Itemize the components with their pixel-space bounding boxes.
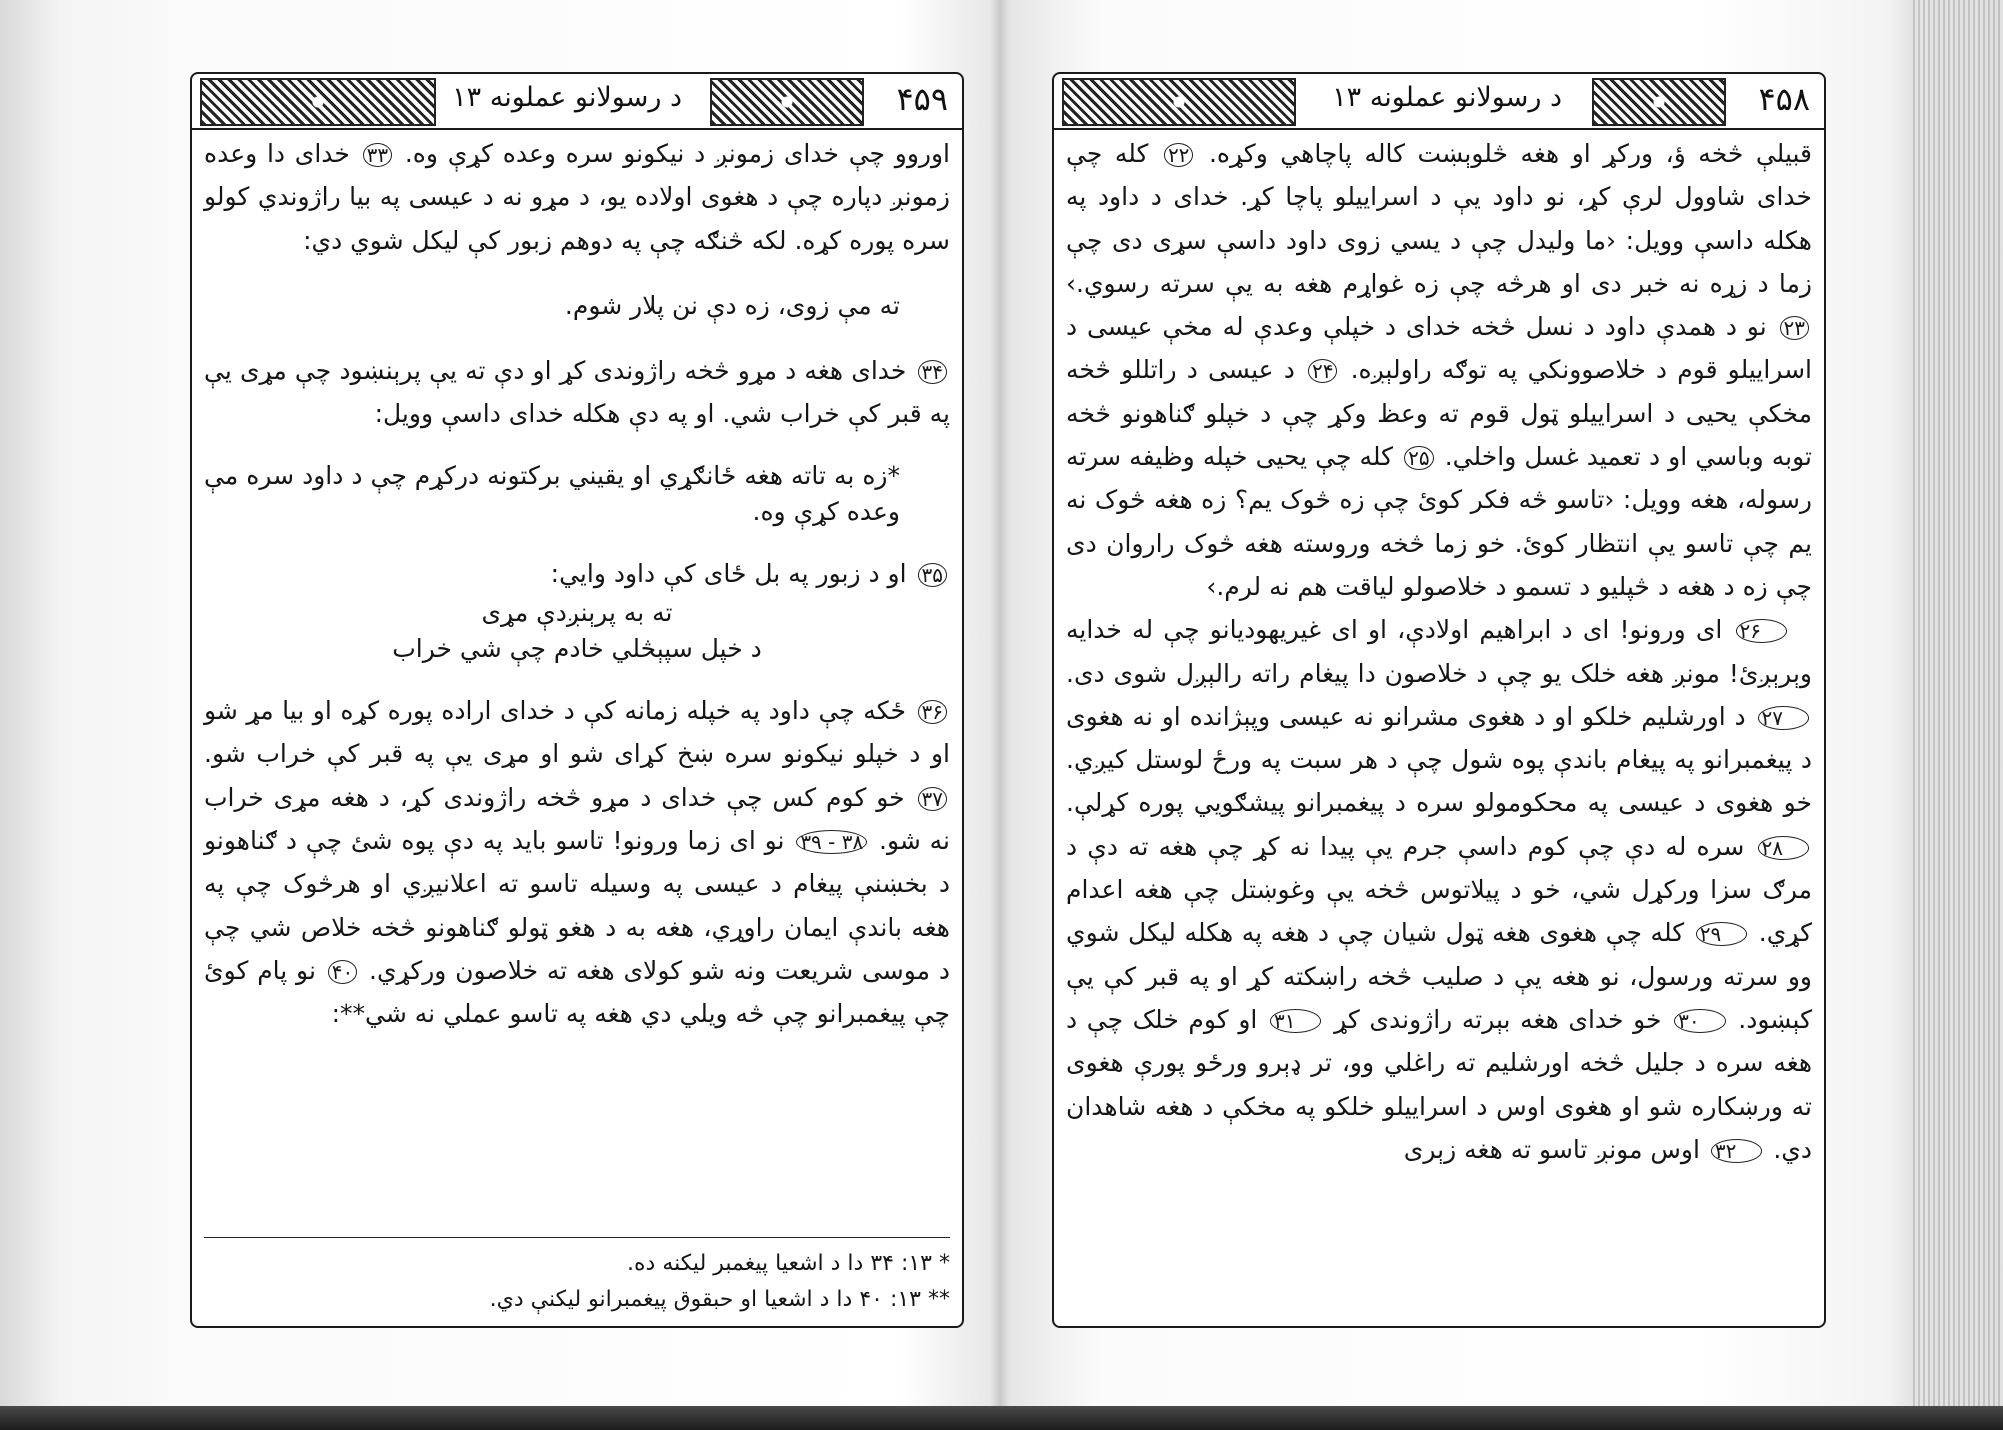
page-number: ۴۵۹ xyxy=(896,80,948,118)
running-title: د رسولانو عملونه ۱۳ xyxy=(452,82,682,113)
verse-number: ۳۳ xyxy=(363,143,392,167)
scan-bottom-edge xyxy=(0,1406,2003,1430)
verse-number: ۴۰ xyxy=(328,960,357,984)
header-ornament xyxy=(200,78,436,126)
paragraph: ۳۶ ځکه چې داود په خپله زمانه کې د خدای اراده پوره کړه او بيا مړ شو او د خپلو نيکونو سره ښخ کړای شو او مړی يې په قبر کې خراب شو. ۳۷ خو کوم کس چې خدای د مړو څخه راژوندی کړ، د هغه مړی خراب نه شو. ۳۸ - ۳۹ نو ای زما ورونو! تاسو بايد په دې پوه شئ چې د ګناهونو د بخښنې پيغام د عيسی په وسيله تاسو ته اعلانيږي او هرڅوک چې په هغه باندې ايمان راوړي، هغه به د هغو ټولو ګناهونو څخه خلاص شي چې د موسی شريعت ونه شو کولای هغه ته خلاصون ورکړي. ۴۰ نو پام کوئ چې پيغمبرانو چې څه ويلي دي هغه په تاسو عملي نه شي**: xyxy=(204,696,950,1029)
left-page-header xyxy=(192,74,962,130)
poem-line: ته به پرېنږدې مړی xyxy=(481,598,673,628)
paragraph: قبيلې څخه ؤ، ورکړ او هغه څلوېښت کاله پاچاهي وکړه. ۲۲ کله چې خدای شاوول لرې کړ، نو داود يې د اسراييلو پاچا کړ. خدای د داود په هکله داسې وويل: ‹ما وليدل چې د يسي زوی داود داسې سړی دی چې زما د زړه نه خبر دی او هرڅه چې زه غواړم هغه به يې سرته رسوي.› ۲۳ نو د همدې داود د نسل څخه خدای د خپلې وعدې له مخې عيسی د اسراييلو قوم د خلاصوونکي په توګه راولېږه. ۲۴ د عيسی د راتللو څخه مخکې يحيی د اسراييلو ټول قوم ته وعظ وکړ چې د خپلو ګناهونو څخه توبه وباسي او د تعميد غسل واخلي. ۲۵ کله چې يحيی خپله وظيفه سرته رسوله، هغه وويل: ‹تاسو څه فکر کوئ چې زه څوک يم؟ زه هغه څوک نه يم چې تاسو يې انتظار کوئ. خو زما څخه وروسته هغه څوک راروان دی چې زه د هغه د څپليو د تسمو د خلاصولو لياقت هم نه لرم.› xyxy=(1066,139,1812,601)
footnote: ** ۱۳: ۴۰ دا د اشعيا او حبقوق پيغمبرانو ليکنې دي. xyxy=(489,1287,950,1312)
verse-number: ۲۲ xyxy=(1164,143,1193,167)
footnotes xyxy=(204,1237,950,1318)
right-page xyxy=(1052,72,1826,1328)
quotation: ته مې زوی، زه دې نن پلار شوم. xyxy=(564,290,900,320)
verse-number: ۲۷ xyxy=(1758,706,1809,730)
header-ornament xyxy=(710,78,864,126)
footnote: * ۱۳: ۳۴ دا د اشعيا پيغمبر ليکنه ده. xyxy=(627,1251,950,1276)
verse-number: ۲۹ xyxy=(1696,922,1747,946)
left-page-body xyxy=(204,132,950,1318)
paragraph: ۳۵ او د زبور په بل ځای کې داود وايي: xyxy=(204,552,950,595)
verse-number: ۳۶ xyxy=(918,700,947,724)
paragraph: ۳۴ خدای هغه د مړو څخه راژوندی کړ او دې ته يې پرېنښود چې مړی يې په قبر کې خراب شي. او په دې هکله خدای داسې وويل: xyxy=(204,356,950,429)
paragraph: ۲۶ ای ورونو! ای د ابراهيم اولادې، او ای غيريهوديانو چې له خدايه وېرېږئ! مونږ هغه خلک يو چې د خلاصون دا پيغام راته رالېږل شوی دی. ۲۷ د اورشليم خلکو او د هغوی مشرانو نه عيسی وپېژانده او نه هغوی د پيغمبرانو په پيغام باندې پوه شول چې د هر سبت په ورځ لوستل کيږي. خو هغوی د عيسی په محکومولو سره د پيغمبرانو پيشګويي پوره کړلې. ۲۸ سره له دې چې کوم داسې جرم يې پيدا نه کړ چې هغه ته دې د مرګ سزا ورکړل شي، خو د پيلاتوس څخه يې وغوښتل چې هغه اعدام کړي. ۲۹ کله چې هغوی هغه ټول شيان چې د هغه په هکله ليکل شوي وو سرته ورسول، نو هغه يې د صليب څخه راښکته کړ او په قبر کې يې کېښود. ۳۰ خو خدای هغه بېرته راژوندی کړ ۳۱ او کوم خلک چې د هغه سره د جليل څخه اورشليم ته راغلي وو، تر ډېرو ورځو پورې هغوی ته ورښکاره شو او هغوی اوس د اسراييلو خلکو په مخکې د هغه شاهدان دي. ۳۲ اوس مونږ تاسو ته هغه زېری xyxy=(1066,615,1812,1164)
verse-number: ۳۴ xyxy=(918,360,947,384)
verse-number: ۲۴ xyxy=(1308,359,1337,383)
left-page xyxy=(190,72,964,1328)
header-ornament xyxy=(1062,78,1296,126)
poem-line: د خپل سپېڅلي خادم چې شي خراب xyxy=(392,634,762,664)
verse-number: ۲۳ xyxy=(1780,316,1809,340)
paragraph: اوروو چې خدای زمونږ د نيکونو سره وعده کړې وه. ۳۳ خدای دا وعده زمونږ دپاره چې د هغوی اولاده يو، د مړو نه د عيسی په بيا راژوندي کولو سره پوره کړه. لکه څنګه چې په دوهم زبور کې ليکل شوي دي: xyxy=(204,139,950,255)
header-ornament xyxy=(1592,78,1726,126)
verse-number: ۲۵ xyxy=(1404,446,1433,470)
verse-number: ۳۷ xyxy=(918,787,947,811)
verse-number: ۳۰ xyxy=(1674,1009,1725,1033)
verse-number: ۳۵ xyxy=(918,563,947,587)
verse-number: ۳۸ - ۳۹ xyxy=(796,830,867,854)
running-title: د رسولانو عملونه ۱۳ xyxy=(1332,82,1562,113)
verse-number: ۲۶ xyxy=(1736,619,1787,643)
right-page-body xyxy=(1066,132,1812,1318)
right-page-header xyxy=(1054,74,1824,130)
verse-number: ۳۱ xyxy=(1270,1009,1321,1033)
page-edges xyxy=(1913,0,2003,1410)
quotation: *زه به تاته هغه ځانګړي او يقيني برکتونه درکړم چې د داود سره مې وعده کړې وه. xyxy=(204,460,900,526)
verse-number: ۳۲ xyxy=(1711,1139,1762,1163)
verse-number: ۲۸ xyxy=(1758,836,1809,860)
page-number: ۴۵۸ xyxy=(1758,80,1810,118)
